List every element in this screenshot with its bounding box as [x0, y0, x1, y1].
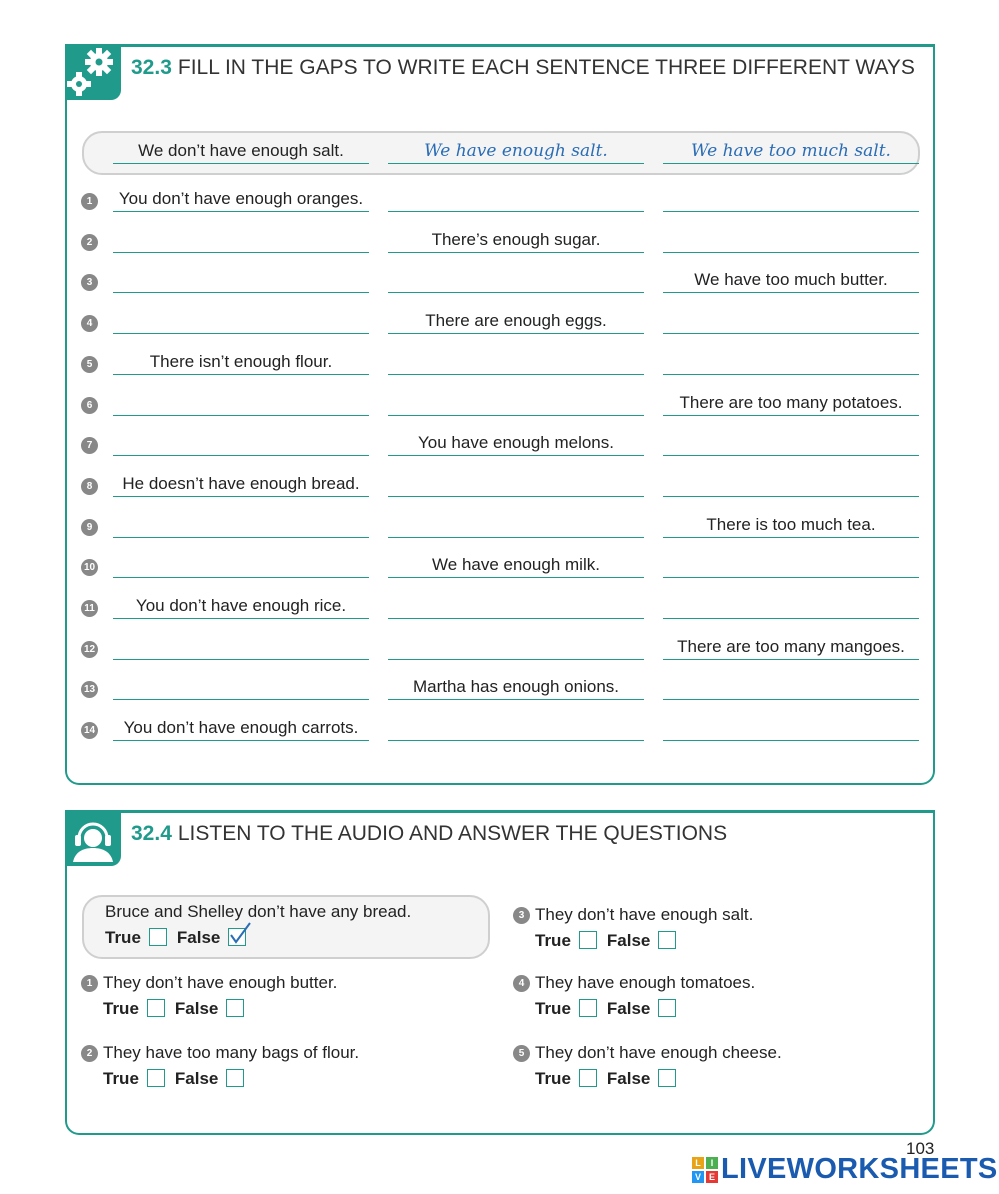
- section-heading: LISTEN TO THE AUDIO AND ANSWER THE QUESTIONS: [177, 822, 728, 845]
- row-number-badge: 7: [81, 437, 98, 454]
- answer-blank[interactable]: [113, 268, 369, 293]
- true-false-choice: [535, 1069, 782, 1089]
- answer-blank[interactable]: [663, 553, 919, 578]
- exercise-32-3: [65, 44, 935, 785]
- answer-blank[interactable]: [113, 553, 369, 578]
- section-number: 32.4: [131, 822, 172, 845]
- row-number-badge: 3: [81, 274, 98, 291]
- false-checkbox[interactable]: [658, 999, 676, 1017]
- true-label: True: [103, 1069, 139, 1088]
- answer-blank[interactable]: [388, 268, 644, 293]
- section-number: 32.3: [131, 56, 172, 79]
- given-sentence: You have enough melons.: [388, 431, 644, 456]
- given-sentence: He doesn’t have enough bread.: [113, 472, 369, 497]
- row-number-badge: 6: [81, 397, 98, 414]
- true-false-choice: [103, 999, 337, 1019]
- false-label: False: [174, 1069, 219, 1088]
- false-label: False: [606, 1069, 651, 1088]
- true-label: True: [105, 928, 141, 947]
- answer-blank[interactable]: [663, 350, 919, 375]
- given-sentence: There is too much tea.: [663, 513, 919, 538]
- question-item: [81, 1043, 359, 1089]
- row-number-badge: 2: [81, 234, 98, 251]
- section-title: [131, 822, 727, 846]
- example-cell: We have enough salt.: [388, 139, 644, 164]
- answer-blank[interactable]: [113, 391, 369, 416]
- answer-blank[interactable]: [663, 594, 919, 619]
- question-number-badge: 5: [513, 1045, 530, 1062]
- question-number-badge: 4: [513, 975, 530, 992]
- question-text: They don’t have enough cheese.: [535, 1043, 782, 1062]
- question-item: [513, 973, 755, 1019]
- liveworksheets-logo: [692, 1153, 998, 1186]
- row-number-badge: 9: [81, 519, 98, 536]
- answer-blank[interactable]: [663, 472, 919, 497]
- question-text: They have enough tomatoes.: [535, 973, 756, 992]
- given-sentence: There are too many potatoes.: [663, 391, 919, 416]
- row-number-badge: 14: [81, 722, 98, 739]
- question-number-badge: 2: [81, 1045, 98, 1062]
- row-number-badge: 13: [81, 681, 98, 698]
- answer-blank[interactable]: [113, 635, 369, 660]
- false-checkbox[interactable]: [658, 931, 676, 949]
- true-checkbox[interactable]: [579, 931, 597, 949]
- true-checkbox[interactable]: [579, 1069, 597, 1087]
- answer-blank[interactable]: [663, 431, 919, 456]
- true-checkbox[interactable]: [147, 999, 165, 1017]
- true-false-choice: [535, 931, 753, 951]
- given-sentence: Martha has enough onions.: [388, 675, 644, 700]
- false-label: False: [606, 931, 651, 950]
- true-label: True: [535, 999, 571, 1018]
- true-false-choice: [103, 1069, 359, 1089]
- headphones-icon: [65, 810, 121, 866]
- section-title: [131, 56, 915, 80]
- row-number-badge: 1: [81, 193, 98, 210]
- question-number-badge: 1: [81, 975, 98, 992]
- question-line: [81, 973, 337, 993]
- answer-blank[interactable]: [663, 228, 919, 253]
- true-checkbox[interactable]: [149, 928, 167, 946]
- false-checkbox[interactable]: [226, 999, 244, 1017]
- section-heading: FILL IN THE GAPS TO WRITE EACH SENTENCE THREE DIFFERENT WAYS: [177, 56, 915, 79]
- false-checkbox[interactable]: [226, 1069, 244, 1087]
- gears-icon-badge: [65, 44, 121, 100]
- checkmark-icon: [228, 921, 252, 945]
- question-text: They don’t have enough salt.: [535, 905, 754, 924]
- answer-blank[interactable]: [113, 228, 369, 253]
- false-label: False: [176, 928, 221, 947]
- false-checkbox-checked[interactable]: [228, 928, 246, 946]
- question-line: [81, 1043, 359, 1063]
- example-question-text: Bruce and Shelley don’t have any bread.: [105, 902, 412, 921]
- question-item: [81, 973, 337, 1019]
- answer-blank[interactable]: [388, 472, 644, 497]
- answer-blank[interactable]: [663, 716, 919, 741]
- true-label: True: [535, 1069, 571, 1088]
- answer-blank[interactable]: [388, 350, 644, 375]
- row-number-badge: 10: [81, 559, 98, 576]
- given-sentence: We have enough milk.: [388, 553, 644, 578]
- question-line: [513, 973, 755, 993]
- answer-blank[interactable]: [663, 187, 919, 212]
- true-checkbox[interactable]: [147, 1069, 165, 1087]
- answer-blank[interactable]: [113, 309, 369, 334]
- given-sentence: There isn’t enough flour.: [113, 350, 369, 375]
- logo-text: LIVEWORKSHEETS: [721, 1153, 998, 1185]
- false-checkbox[interactable]: [658, 1069, 676, 1087]
- question-number-badge: 3: [513, 907, 530, 924]
- answer-blank[interactable]: [388, 716, 644, 741]
- answer-blank[interactable]: [663, 309, 919, 334]
- given-sentence: You don’t have enough oranges.: [113, 187, 369, 212]
- exercise-32-4: [65, 810, 935, 1135]
- answer-blank[interactable]: [113, 513, 369, 538]
- question-text: They don’t have enough butter.: [103, 973, 338, 992]
- question-line: [513, 1043, 782, 1063]
- page-number: 103: [906, 1139, 935, 1158]
- question-text: They have too many bags of flour.: [103, 1043, 360, 1062]
- true-false-choice: [535, 999, 755, 1019]
- question-line: [513, 905, 753, 925]
- answer-blank[interactable]: [663, 675, 919, 700]
- row-number-badge: 4: [81, 315, 98, 332]
- example-cell: We don’t have enough salt.: [113, 139, 369, 164]
- question-item: [513, 1043, 782, 1089]
- gears-icon: [65, 44, 121, 100]
- answer-blank[interactable]: [388, 513, 644, 538]
- row-number-badge: 5: [81, 356, 98, 373]
- true-label: True: [535, 931, 571, 950]
- answer-blank[interactable]: [388, 635, 644, 660]
- given-sentence: There are too many mangoes.: [663, 635, 919, 660]
- given-sentence: There’s enough sugar.: [388, 228, 644, 253]
- false-label: False: [606, 999, 651, 1018]
- row-number-badge: 8: [81, 478, 98, 495]
- answer-blank[interactable]: [388, 187, 644, 212]
- example-cell: We have too much salt.: [663, 139, 919, 164]
- listen-icon-badge: [65, 810, 121, 866]
- given-sentence: You don’t have enough carrots.: [113, 716, 369, 741]
- answer-blank[interactable]: [113, 431, 369, 456]
- given-sentence: There are enough eggs.: [388, 309, 644, 334]
- false-label: False: [174, 999, 219, 1018]
- true-checkbox[interactable]: [579, 999, 597, 1017]
- true-false-choice: [105, 928, 411, 948]
- row-number-badge: 12: [81, 641, 98, 658]
- given-sentence: You don’t have enough rice.: [113, 594, 369, 619]
- answer-blank[interactable]: [388, 594, 644, 619]
- question-item: [513, 905, 753, 951]
- answer-blank[interactable]: [113, 675, 369, 700]
- answer-blank[interactable]: [388, 391, 644, 416]
- true-label: True: [103, 999, 139, 1018]
- given-sentence: We have too much butter.: [663, 268, 919, 293]
- logo-grid-icon: L I V E: [692, 1157, 718, 1183]
- example-question-content: [105, 902, 411, 948]
- row-number-badge: 11: [81, 600, 98, 617]
